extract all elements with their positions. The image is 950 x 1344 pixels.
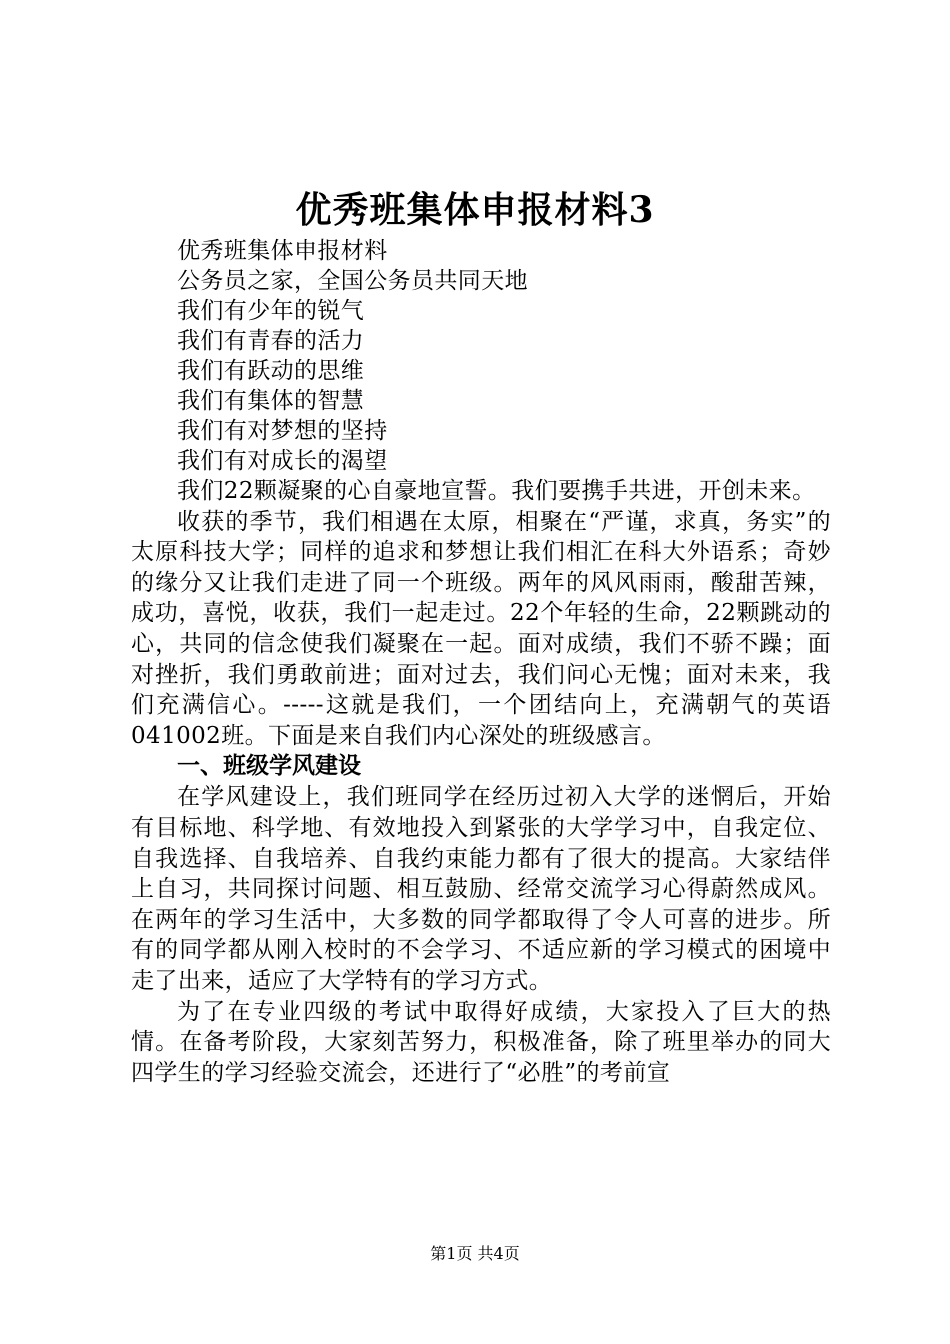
- body-paragraph: 在学风建设上，我们班同学在经历过初入大学的迷惘后，开始有目标地、科学地、有效地投入到紧张的大学学习中，自我定位、自我选择、自我培养、自我约束能力都有了很大的提高。大家结伴上自习，共同探讨问题、相互鼓励、经常交流学习心得蔚然成风。在两年的学习生活中，大多数的同学都取得了令人可喜的进步。所有的同学都从刚入校时的不会学习、不适应新的学习模式的困境中走了出来，适应了大学特有的学习方式。: [131, 784, 831, 994]
- section-heading: 一、班级学风建设: [177, 753, 361, 780]
- intro-line: 我们有对梦想的坚持: [177, 418, 388, 444]
- intro-line: 我们有青春的活力: [177, 328, 365, 354]
- page-footer: [0, 1243, 950, 1265]
- body-paragraph: 收获的季节，我们相遇在太原，相聚在“严谨，求真，务实”的太原科技大学；同样的追求和梦想让我们相汇在科大外语系；奇妙的缘分又让我们走进了同一个班级。两年的风风雨雨，酸甜苦辣，成功，喜悦，收获，我们一起走过。22个年轻的生命，22颗跳动的心，共同的信念使我们凝聚在一起。面对成绩，我们不骄不躁；面对挫折，我们勇敢前进；面对过去，我们问心无愧；面对未来，我们充满信心。-----这就是我们，一个团结向上，充满朝气的英语041002班。下面是来自我们内心深处的班级感言。: [131, 508, 831, 749]
- document-body: [131, 236, 831, 1088]
- intro-line: 公务员之家，全国公务员共同天地: [177, 268, 528, 294]
- page-title: 优秀班集体申报材料3: [295, 189, 655, 231]
- body-paragraph: 为了在专业四级的考试中取得好成绩，大家投入了巨大的热情。在备考阶段，大家刻苦努力，积极准备，除了班里举办的同大四学生的学习经验交流会，还进行了“必胜”的考前宣: [131, 998, 831, 1086]
- intro-line: 优秀班集体申报材料: [177, 238, 388, 264]
- body-paragraph: 我们22颗凝聚的心自豪地宣誓。我们要携手共进，开创未来。: [177, 478, 816, 504]
- intro-line: 我们有跃动的思维: [177, 358, 365, 384]
- intro-line: 我们有少年的锐气: [177, 298, 365, 324]
- intro-line: 我们有对成长的渴望: [177, 448, 388, 474]
- intro-line: 我们有集体的智慧: [177, 388, 365, 414]
- page-number-label: 第1页 共4页: [430, 1244, 520, 1263]
